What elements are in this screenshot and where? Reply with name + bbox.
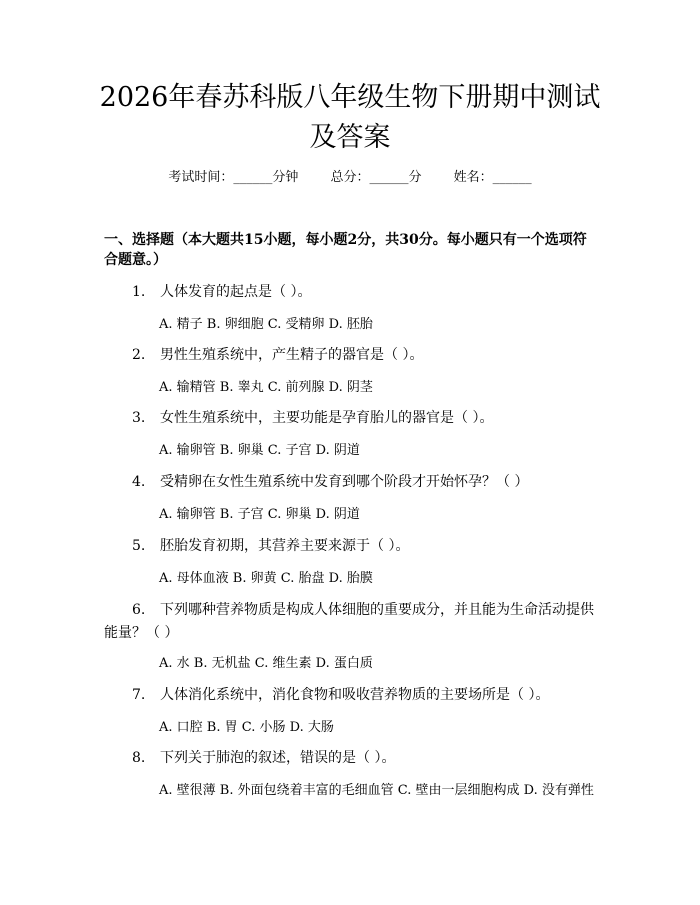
question-text: 人体消化系统中，消化食物和吸收营养物质的主要场所是（ ）。 (160, 687, 550, 703)
question-text: 下列哪种营养物质是构成人体细胞的重要成分，并且能为生命活动提供能量？（ ） (104, 602, 594, 641)
question-number: 6. (132, 602, 146, 618)
question-number: 3. (132, 410, 146, 426)
question-text: 人体发育的起点是（ ）。 (160, 284, 312, 300)
question-4-options: A. 输卵管 B. 子宫 C. 卵巢 D. 阴道 (159, 507, 360, 522)
section-heading: 一、选择题（本大题共15小题，每小题2分，共30分。每小题只有一个选项符合题意。） (104, 232, 587, 268)
question-text: 下列关于肺泡的叙述，错误的是（ ）。 (160, 750, 396, 766)
question-text: 女性生殖系统中，主要功能是孕育胎儿的器官是（ ）。 (160, 410, 494, 426)
question-1 (104, 281, 600, 304)
question-1-options: A. 精子 B. 卵细胞 C. 受精卵 D. 胚胎 (159, 317, 373, 332)
total-score: 总分：______分 (330, 170, 422, 185)
question-text: 男性生殖系统中，产生精子的器官是（ ）。 (160, 347, 424, 363)
exam-time: 考试时间：______分钟 (168, 170, 299, 185)
question-number: 1. (132, 284, 146, 300)
question-8 (104, 747, 600, 770)
question-3 (104, 407, 600, 430)
question-2-options: A. 输精管 B. 睾丸 C. 前列腺 D. 阴茎 (159, 380, 373, 395)
question-number: 2. (132, 347, 146, 363)
question-number: 5. (132, 538, 146, 554)
question-7 (104, 684, 600, 707)
question-number: 7. (132, 687, 146, 703)
page-title: 2026年春苏科版八年级生物下册期中测试及答案 (99, 82, 601, 153)
question-5-options: A. 母体血液 B. 卵黄 C. 胎盘 D. 胎膜 (159, 571, 373, 586)
exam-info (0, 168, 700, 188)
question-number: 4. (132, 474, 146, 490)
question-7-options: A. 口腔 B. 胃 C. 小肠 D. 大肠 (159, 720, 334, 735)
question-2 (104, 344, 600, 367)
question-4 (104, 471, 600, 494)
question-5 (104, 535, 600, 558)
question-number: 8. (132, 750, 146, 766)
question-8-options: A. 壁很薄 B. 外面包绕着丰富的毛细血管 C. 壁由一层细胞构成 D. 没有弹性 (159, 783, 594, 798)
student-name: 姓名：______ (453, 170, 532, 185)
question-text: 胚胎发育初期，其营养主要来源于（ ）。 (160, 538, 410, 554)
question-6 (104, 599, 600, 645)
question-text: 受精卵在女性生殖系统中发育到哪个阶段才开始怀孕？（ ） (160, 474, 529, 490)
question-3-options: A. 输卵管 B. 卵巢 C. 子宫 D. 阴道 (159, 443, 360, 458)
question-6-options: A. 水 B. 无机盐 C. 维生素 D. 蛋白质 (159, 656, 373, 671)
